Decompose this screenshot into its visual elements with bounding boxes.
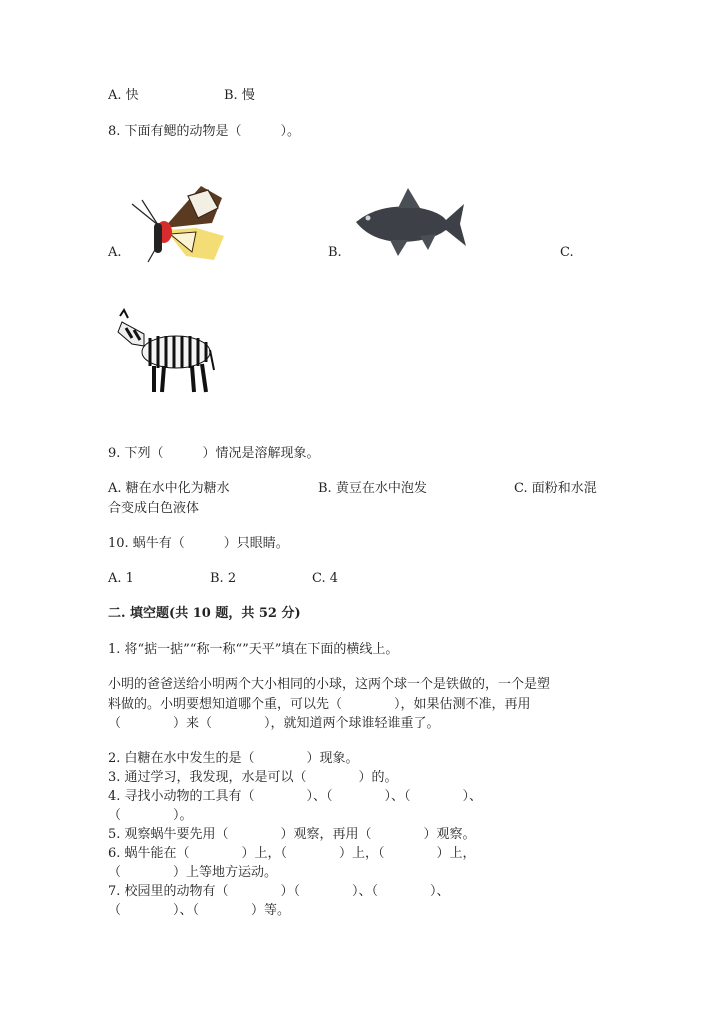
fill-item: 6. 蜗牛能在（ ）上，（ ）上，（ ）上，	[108, 846, 476, 861]
zebra-image	[114, 308, 218, 396]
fill-item: （ ）。	[108, 808, 193, 823]
q7-option-a: A. 快	[108, 88, 139, 103]
q10-option-c: C. 4	[312, 571, 339, 586]
fish-image	[350, 186, 468, 260]
q10-option-b: B. 2	[210, 571, 237, 586]
fill-item: 7. 校园里的动物有（ ）（ ）、（ ）、	[108, 884, 450, 899]
fill-item: （ ）来（ ），就知道两个球谁轻谁重了。	[108, 716, 440, 731]
section-heading: 二. 填空题(共 10 题，共 52 分)	[108, 606, 301, 621]
fill-item: 4. 寻找小动物的工具有（ ）、（ ）、（ ）、	[108, 789, 483, 804]
fill-item: 2. 白糖在水中发生的是（ ）现象。	[108, 751, 359, 766]
fill-item: 3. 通过学习，我发现，水是可以（ ）的。	[108, 770, 398, 785]
q8-option-c-label: C.	[560, 245, 574, 260]
q7-option-b: B. 慢	[224, 88, 255, 103]
q9-option-a: A. 糖在水中化为糖水	[108, 481, 230, 496]
fill-item: （ ）、（ ）等。	[108, 903, 291, 918]
butterfly-image	[126, 178, 228, 266]
q8-option-b-label: B.	[328, 245, 342, 260]
q9-option-b: B. 黄豆在水中泡发	[318, 481, 427, 496]
fill-item: 1. 将“掂一掂”“称一称“”天平”填在下面的横线上。	[108, 642, 399, 657]
q9-option-c-line2: 合变成白色液体	[108, 501, 200, 516]
q9-option-c-line1: C. 面粉和水混	[514, 481, 597, 496]
fill-item: 5. 观察蜗牛要先用（ ）观察，再用（ ）观察。	[108, 827, 476, 842]
q10-question: 10. 蜗牛有（ ）只眼睛。	[108, 536, 289, 551]
fill-item: 小明的爸爸送给小明两个大小相同的小球，这两个球一个是铁做的，一个是塑	[108, 677, 551, 692]
q10-option-a: A. 1	[108, 571, 134, 586]
q9-question: 9. 下列（ ）情况是溶解现象。	[108, 446, 320, 461]
fill-item: 料做的。小明要想知道哪个重，可以先（ ），如果估测不准，再用	[108, 697, 531, 712]
fill-item: （ ）上等地方运动。	[108, 865, 278, 880]
q8-option-a-label: A.	[108, 245, 122, 260]
q8-question: 8. 下面有鳃的动物是（ ）。	[108, 124, 301, 139]
